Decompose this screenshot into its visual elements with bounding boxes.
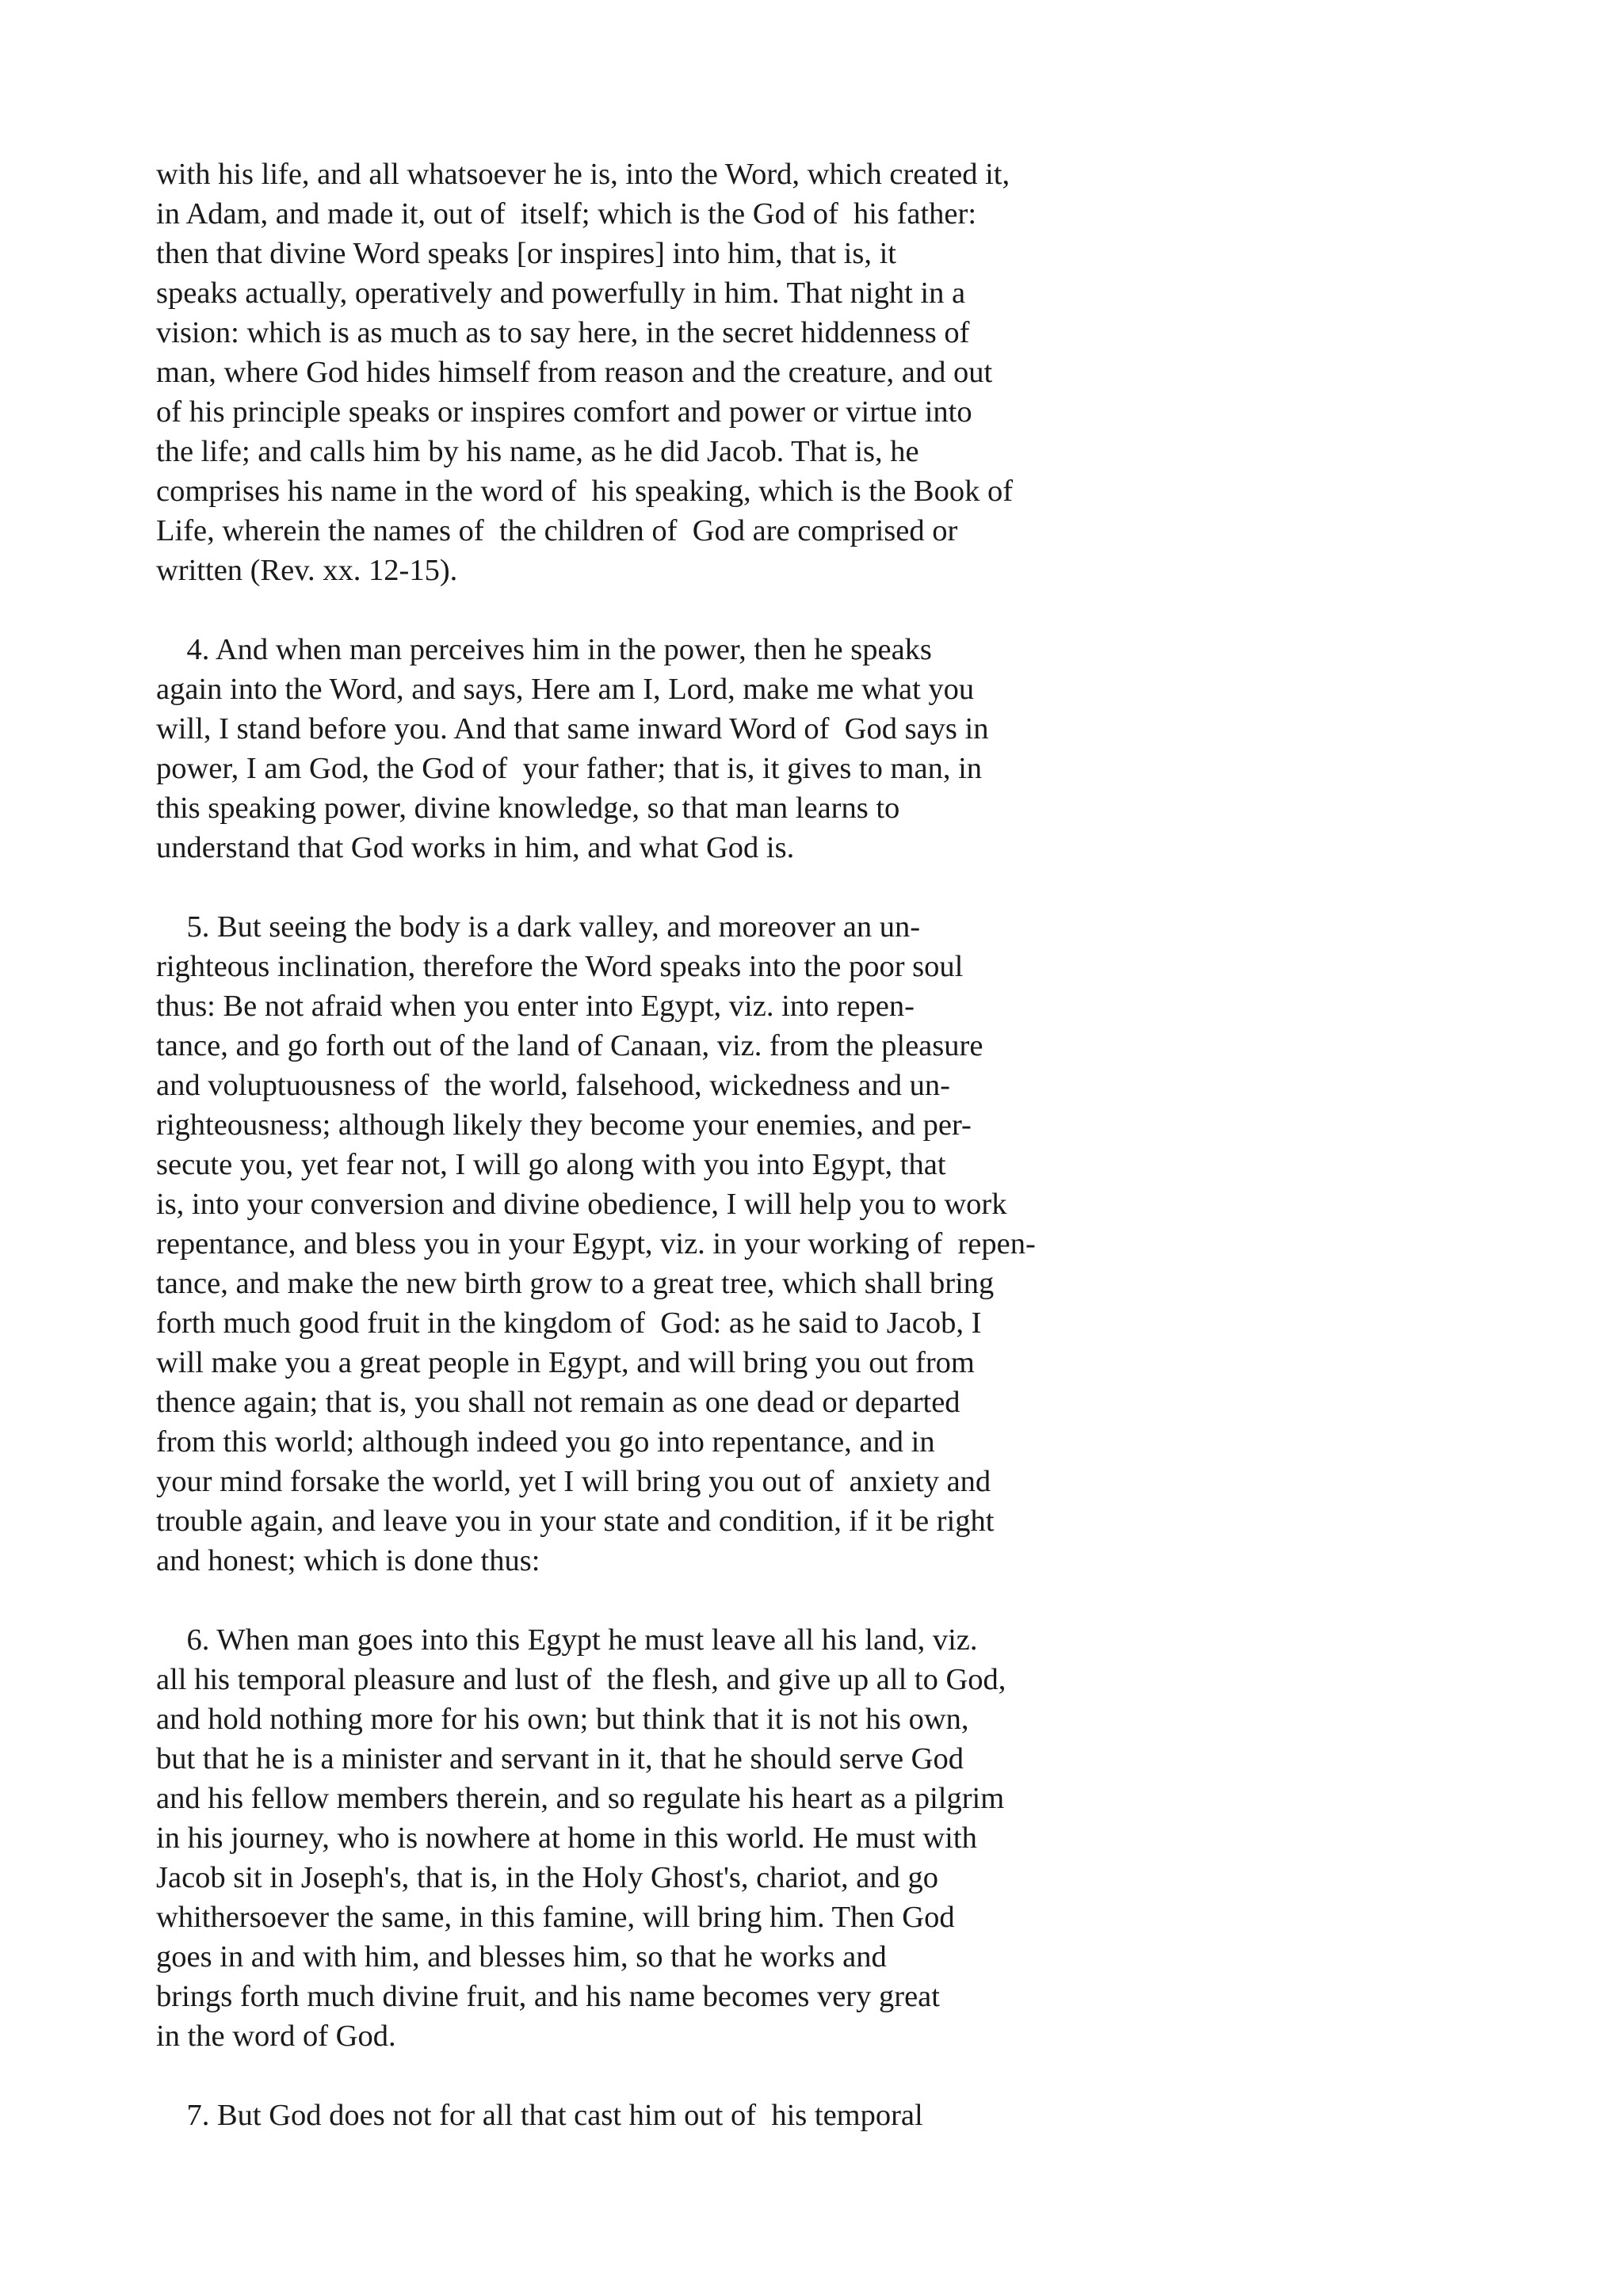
text-line: brings forth much divine fruit, and his name becomes very great <box>156 1980 940 2013</box>
paragraph <box>156 2096 1155 2135</box>
text-line: Jacob sit in Joseph's, that is, in the Holy Ghost's, chariot, and go <box>156 1861 938 1894</box>
text-line: with his life, and all whatsoever he is, into the Word, which created it, <box>156 158 1010 191</box>
text-line: in the word of God. <box>156 2019 396 2053</box>
text-line: then that divine Word speaks [or inspires] into him, that is, it <box>156 237 896 270</box>
text-line: 6. When man goes into this Egypt he must leave all his land, viz. <box>156 1623 978 1657</box>
text-line: will, I stand before you. And that same inward Word of God says in <box>156 712 989 746</box>
text-line: and voluptuousness of the world, falsehood, wickedness and un- <box>156 1069 950 1102</box>
text-line: tance, and make the new birth grow to a great tree, which shall bring <box>156 1267 995 1300</box>
text-line: forth much good fruit in the kingdom of God: as he said to Jacob, I <box>156 1306 982 1340</box>
text-line: in Adam, and made it, out of itself; which is the God of his father: <box>156 197 977 231</box>
text-line: and hold nothing more for his own; but think that it is not his own, <box>156 1703 969 1736</box>
text-line: 7. But God does not for all that cast him out of his temporal <box>156 2099 923 2132</box>
text-line: all his temporal pleasure and lust of the flesh, and give up all to God, <box>156 1663 1006 1696</box>
text-line: from this world; although indeed you go into repentance, and in <box>156 1425 935 1459</box>
text-line: written (Rev. xx. 12-15). <box>156 554 458 587</box>
paragraph <box>156 1620 1155 2056</box>
text-line: speaks actually, operatively and powerfully in him. That night in a <box>156 277 966 310</box>
text-line: tance, and go forth out of the land of Canaan, viz. from the pleasure <box>156 1029 983 1062</box>
text-line: secute you, yet fear not, I will go along with you into Egypt, that <box>156 1148 946 1181</box>
text-line: your mind forsake the world, yet I will bring you out of anxiety and <box>156 1465 991 1498</box>
paragraph <box>156 907 1155 1581</box>
text-line: trouble again, and leave you in your state and condition, if it be right <box>156 1505 995 1538</box>
text-line: understand that God works in him, and what God is. <box>156 831 795 864</box>
text-line: is, into your conversion and divine obedience, I will help you to work <box>156 1188 1007 1221</box>
text-line: this speaking power, divine knowledge, so that man learns to <box>156 791 900 825</box>
text-line: righteousness; although likely they become your enemies, and per- <box>156 1108 972 1142</box>
text-line: Life, wherein the names of the children of God are comprised or <box>156 514 958 547</box>
text-line: of his principle speaks or inspires comfort and power or virtue into <box>156 395 972 429</box>
text-line: the life; and calls him by his name, as he did Jacob. That is, he <box>156 435 919 468</box>
text-line: goes in and with him, and blesses him, so that he works and <box>156 1940 887 1974</box>
body-text <box>156 154 1155 2135</box>
text-line: again into the Word, and says, Here am I, Lord, make me what you <box>156 673 975 706</box>
text-line: and honest; which is done thus: <box>156 1544 540 1577</box>
text-line: man, where God hides himself from reason and the creature, and out <box>156 356 993 389</box>
text-line: in his journey, who is nowhere at home in this world. He must with <box>156 1821 977 1855</box>
text-line: but that he is a minister and servant in it, that he should serve God <box>156 1742 964 1775</box>
text-line: will make you a great people in Egypt, and will bring you out from <box>156 1346 975 1379</box>
text-line: thence again; that is, you shall not remain as one dead or departed <box>156 1386 960 1419</box>
text-line: thus: Be not afraid when you enter into Egypt, viz. into repen- <box>156 990 915 1023</box>
text-line: righteous inclination, therefore the Word speaks into the poor soul <box>156 950 964 983</box>
paragraph <box>156 154 1155 590</box>
text-line: and his fellow members therein, and so regulate his heart as a pilgrim <box>156 1782 1005 1815</box>
text-line: repentance, and bless you in your Egypt, viz. in your working of repen- <box>156 1227 1036 1261</box>
text-line: 4. And when man perceives him in the power, then he speaks <box>156 633 932 666</box>
text-line: vision: which is as much as to say here, in the secret hiddenness of <box>156 316 970 349</box>
text-line: comprises his name in the word of his speaking, which is the Book of <box>156 475 1014 508</box>
text-line: whithersoever the same, in this famine, will bring him. Then God <box>156 1901 955 1934</box>
text-line: power, I am God, the God of your father; that is, it gives to man, in <box>156 752 983 785</box>
text-line: 5. But seeing the body is a dark valley, and moreover an un- <box>156 910 921 944</box>
paragraph <box>156 630 1155 868</box>
